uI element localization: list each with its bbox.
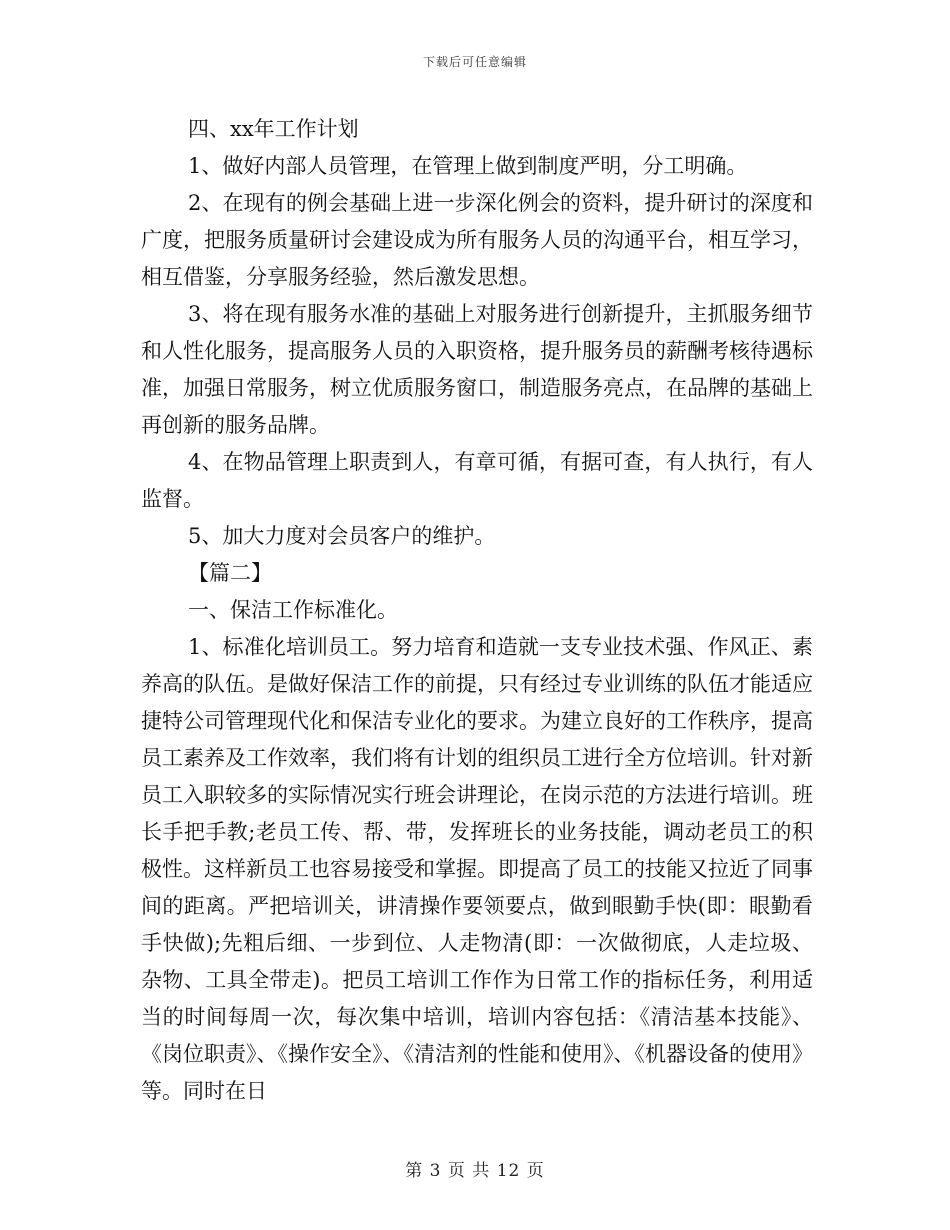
paragraph-plan-item-5: 5、加大力度对会员客户的维护。 [188, 524, 496, 548]
document-body [141, 111, 813, 1110]
section-heading-cleaning-standard: 一、保洁工作标准化。 [188, 598, 398, 622]
paragraph-plan-item-2: 2、在现有的例会基础上进一步深化例会的资料，提升研讨的深度和广度，把服务质量研讨会建设成为所有服务人员的沟通平台，相互学习，相互借鉴，分享服务经验，然后激发思想。 [141, 191, 813, 289]
section-heading-work-plan: 四、xx年工作计划 [188, 117, 359, 141]
section-heading-part-two: 【篇二】 [188, 561, 272, 585]
page-number: 第 3 页 共 12 页 [405, 1161, 545, 1181]
page-header-note: 下载后可任意编辑 [422, 55, 527, 69]
paragraph-training-staff: 1、标准化培训员工。努力培育和造就一支专业技术强、作风正、素养高的队伍。是做好保洁工作的前提，只有经过专业训练的队伍才能适应捷特公司管理现代化和保洁专业化的要求。为建立良好的工作秩序，提高员工素养及工作效率，我们将有计划的组织员工进行全方位培训。针对新员工入职较多的实际情况实行班会讲理论，在岗示范的方法进行培训。班长手把手教;老员工传、帮、带，发挥班长的业务技能，调动老员工的积极性。这样新员工也容易接受和掌握。即提高了员工的技能又拉近了同事间的距离。严把培训关，讲清操作要领要点，做到眼勤手快(即：眼勤看手快做);先粗后细、一步到位、人走物清(即：一次做彻底，人走垃圾、杂物、工具全带走)。把员工培训工作作为日常工作的指标任务，利用适当的时间每周一次，每次集中培训，培训内容包括：《清洁基本技能》、《岗位职责》、《操作安全》、《清洁剂的性能和使用》、《机器设备的使用》等。同时在日 [141, 635, 813, 1103]
paragraph-plan-item-1: 1、做好内部人员管理，在管理上做到制度严明，分工明确。 [188, 154, 748, 178]
paragraph-plan-item-3: 3、将在现有服务水准的基础上对服务进行创新提升，主抓服务细节和人性化服务，提高服务人员的入职资格，提升服务员的薪酬考核待遇标准，加强日常服务，树立优质服务窗口，制造服务亮点，在品牌的基础上再创新的服务品牌。 [141, 302, 813, 437]
paragraph-plan-item-4: 4、在物品管理上职责到人，有章可循，有据可查，有人执行，有人监督。 [141, 450, 813, 511]
